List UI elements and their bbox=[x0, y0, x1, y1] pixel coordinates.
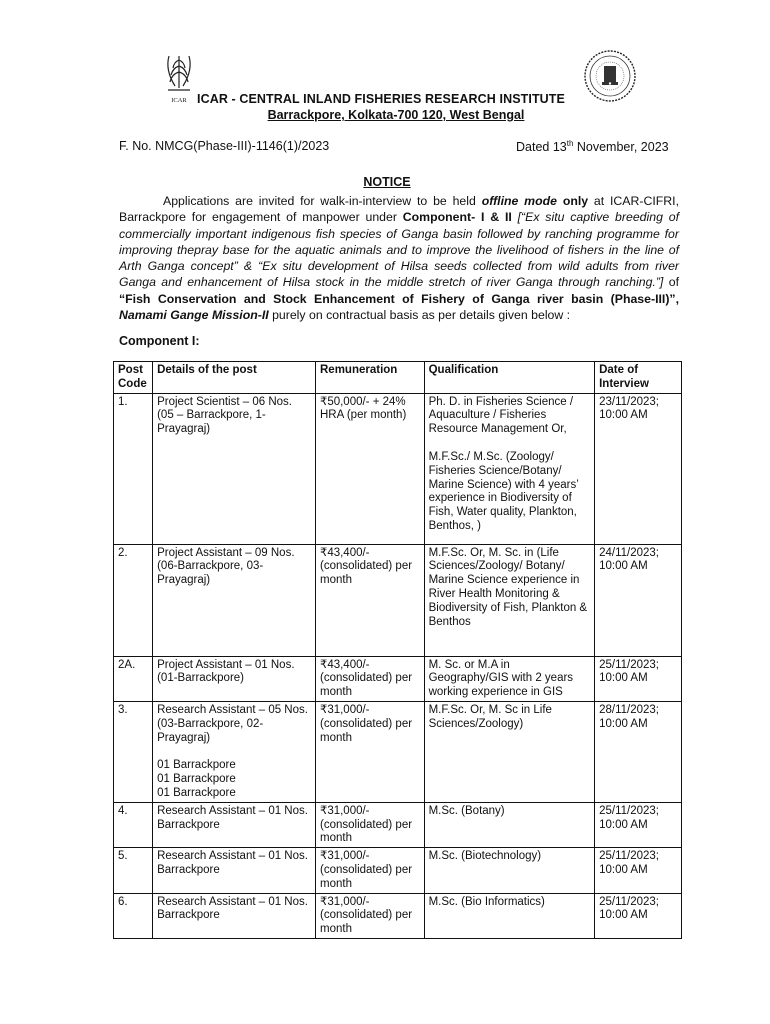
cell-code: 2A. bbox=[114, 656, 153, 701]
cell-details: Project Assistant – 01 Nos. (01-Barrackpore) bbox=[153, 656, 316, 701]
notice-title: NOTICE bbox=[363, 175, 411, 189]
header-qualification: Qualification bbox=[424, 362, 595, 394]
cell-date: 23/11/2023; 10:00 AM bbox=[595, 393, 682, 544]
institute-address: Barrackpore, Kolkata-700 120, West Bengal bbox=[267, 108, 525, 122]
cell-remuneration: ₹31,000/- (consolidated) per month bbox=[316, 848, 425, 893]
header-remuneration: Remuneration bbox=[316, 362, 425, 394]
posts-table bbox=[113, 361, 682, 939]
cell-remuneration: ₹43,400/- (consolidated) per month bbox=[316, 656, 425, 701]
cell-details: Research Assistant – 01 Nos. Barrackpore bbox=[153, 893, 316, 938]
cell-date: 24/11/2023; 10:00 AM bbox=[595, 544, 682, 656]
cell-qualification: M.F.Sc. Or, M. Sc. in (Life Sciences/Zoology/ Botany/ Marine Science experience in River Health Monitoring & Biodiversity of Fish, Plankton & Benthos bbox=[424, 544, 595, 656]
header-date: Date of Interview bbox=[595, 362, 682, 394]
emblem-seal-icon bbox=[583, 49, 637, 103]
table-row bbox=[114, 893, 682, 938]
table-row bbox=[114, 802, 682, 847]
cell-details: Research Assistant – 01 Nos. Barrackpore bbox=[153, 848, 316, 893]
cell-qualification: M. Sc. or M.A in Geography/GIS with 2 years working experience in GIS bbox=[424, 656, 595, 701]
table-row bbox=[114, 848, 682, 893]
cell-date: 25/11/2023; 10:00 AM bbox=[595, 848, 682, 893]
cell-date: 25/11/2023; 10:00 AM bbox=[595, 656, 682, 701]
cell-remuneration: ₹43,400/- (consolidated) per month bbox=[316, 544, 425, 656]
icar-logo-icon bbox=[160, 50, 198, 104]
table-header-row bbox=[114, 362, 682, 394]
table-row bbox=[114, 701, 682, 802]
component-title: Component I: bbox=[119, 334, 200, 348]
cell-remuneration: ₹50,000/- + 24% HRA (per month) bbox=[316, 393, 425, 544]
header-details: Details of the post bbox=[153, 362, 316, 394]
table-row bbox=[114, 544, 682, 656]
header-post-code: Post Code bbox=[114, 362, 153, 394]
cell-details: Project Scientist – 06 Nos. (05 – Barrackpore, 1-Prayagraj) bbox=[153, 393, 316, 544]
cell-code: 3. bbox=[114, 701, 153, 802]
cell-code: 5. bbox=[114, 848, 153, 893]
cell-qualification: M.F.Sc. Or, M. Sc in Life Sciences/Zoology) bbox=[424, 701, 595, 802]
table-row bbox=[114, 393, 682, 544]
notice-paragraph: Applications are invited for walk-in-interview to be held offline mode only at ICAR-CIFRI, Barrackpore for engagement of manpower under Component- I & II [“Ex situ captive breeding of commercially important indigenous fish species of Ganga basin followed by ranching programme for improving thepray base for the aquatic animals and to improve the livelihood of fishers in the line of Arth Ganga concept” & “Ex situ development of Hilsa seeds collected from wild adults from river Ganga and enhancement of Hilsa stock in the middle stretch of river Ganga through ranching.”] of “Fish Conservation and Stock Enhancement of Fishery of Ganga river basin (Phase-III)”, Namami Gange Mission-II purely on contractual basis as per details given below : bbox=[119, 194, 680, 323]
institute-name: ICAR - CENTRAL INLAND FISHERIES RESEARCH INSTITUTE bbox=[197, 92, 565, 106]
cell-qualification: M.Sc. (Bio Informatics) bbox=[424, 893, 595, 938]
cell-remuneration: ₹31,000/- (consolidated) per month bbox=[316, 802, 425, 847]
cell-code: 4. bbox=[114, 802, 153, 847]
cell-qualification: Ph. D. in Fisheries Science / Aquaculture / Fisheries Resource Management Or, M.F.Sc./ M.Sc. (Zoology/ Fisheries Science/Botany/ Marine Science) with 4 years’ experience in Biodiversity of Fish, Water quality, Plankton, Benthos, ) bbox=[424, 393, 595, 544]
cell-code: 2. bbox=[114, 544, 153, 656]
cell-remuneration: ₹31,000/- (consolidated) per month bbox=[316, 893, 425, 938]
cell-details: Research Assistant – 05 Nos. (03-Barrackpore, 02-Prayagraj) 01 Barrackpore 01 Barrackpore 01 Barrackpore bbox=[153, 701, 316, 802]
cell-code: 1. bbox=[114, 393, 153, 544]
cell-details: Project Assistant – 09 Nos. (06-Barrackpore, 03-Prayagraj) bbox=[153, 544, 316, 656]
cell-details: Research Assistant – 01 Nos. Barrackpore bbox=[153, 802, 316, 847]
file-number: F. No. NMCG(Phase-III)-1146(1)/2023 bbox=[119, 139, 330, 153]
cell-qualification: M.Sc. (Botany) bbox=[424, 802, 595, 847]
cell-remuneration: ₹31,000/- (consolidated) per month bbox=[316, 701, 425, 802]
cell-date: 25/11/2023; 10:00 AM bbox=[595, 802, 682, 847]
svg-text:ICAR: ICAR bbox=[171, 97, 187, 104]
cell-date: 25/11/2023; 10:00 AM bbox=[595, 893, 682, 938]
notice-date: Dated 13th November, 2023 bbox=[516, 139, 669, 155]
cell-date: 28/11/2023; 10:00 AM bbox=[595, 701, 682, 802]
table-row bbox=[114, 656, 682, 701]
cell-code: 6. bbox=[114, 893, 153, 938]
cell-qualification: M.Sc. (Biotechnology) bbox=[424, 848, 595, 893]
